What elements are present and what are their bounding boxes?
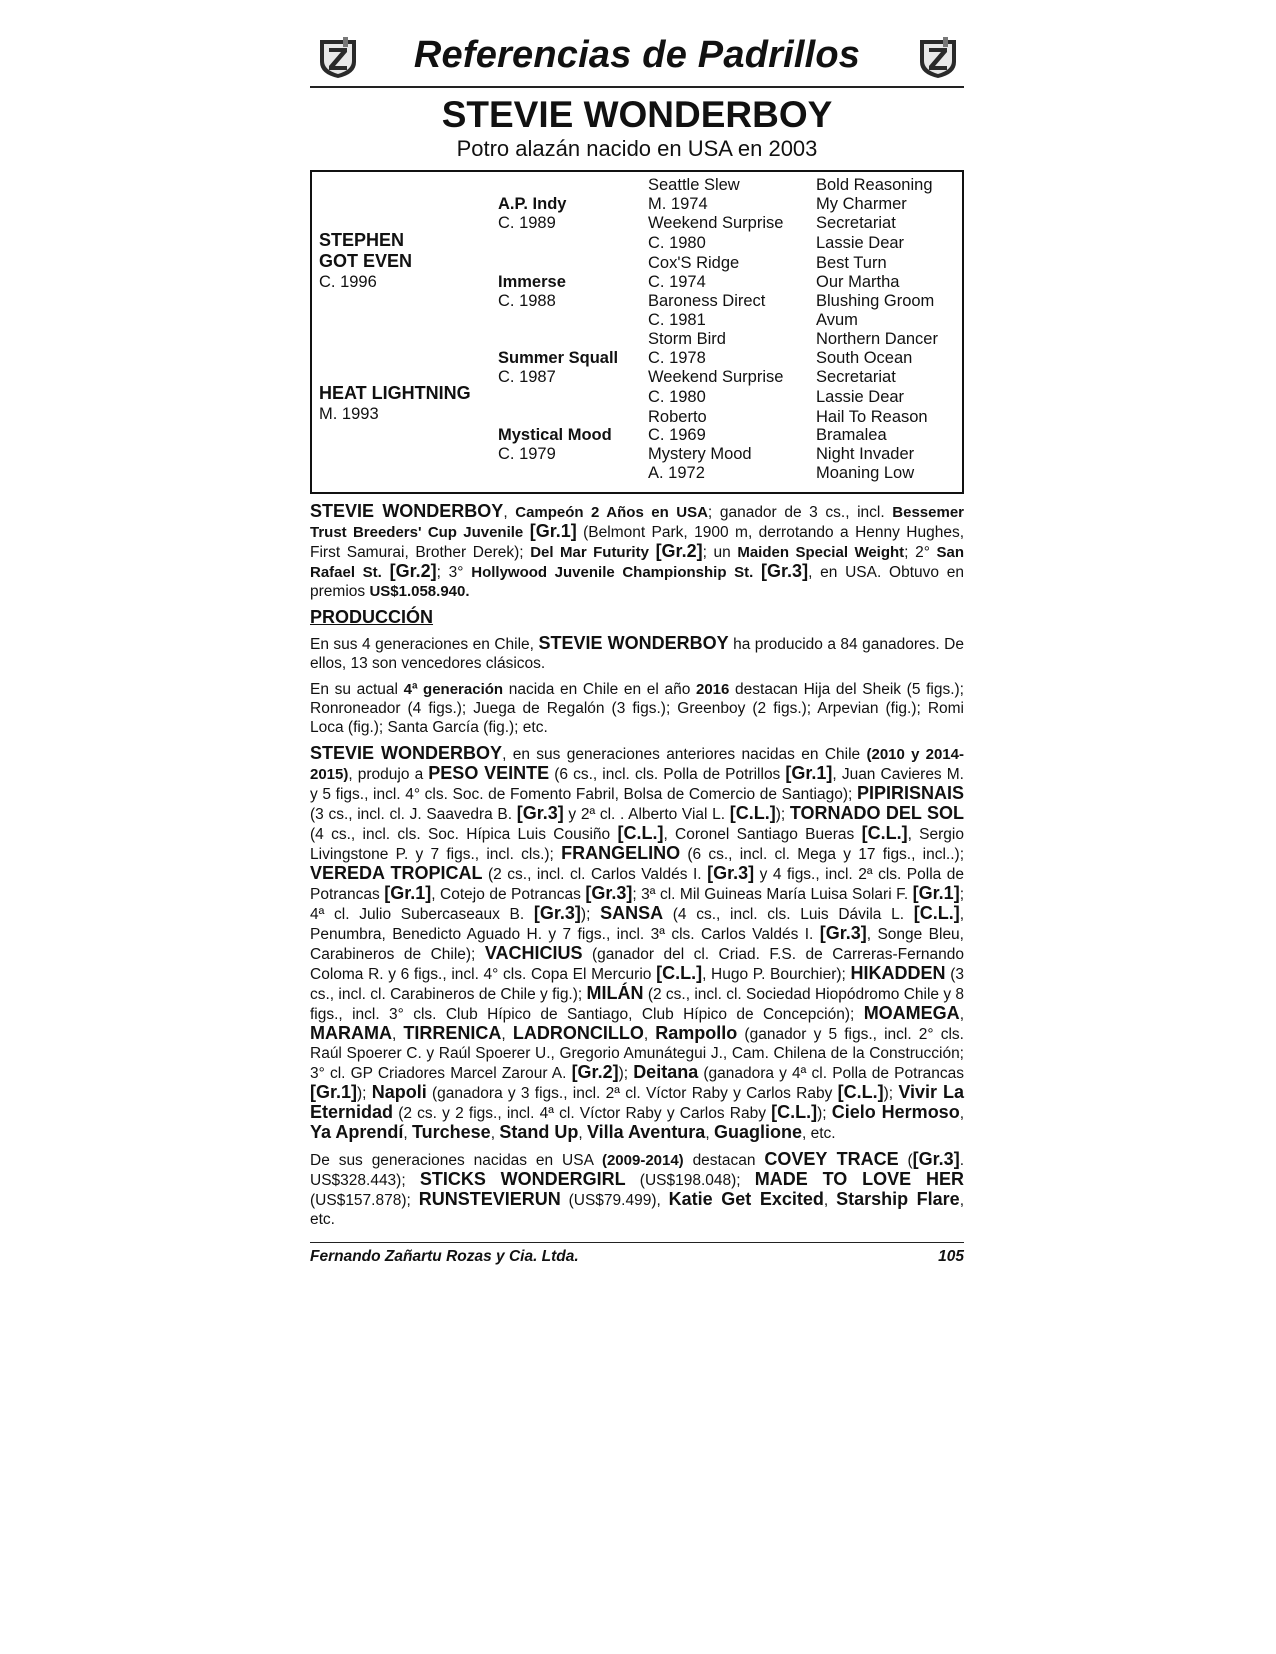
page (310, 30, 964, 1229)
footer-company: Fernando Zañartu Rozas y Cia. Ltda. (310, 1248, 579, 1265)
production-paragraph (310, 1150, 964, 1229)
grade-label: [Gr.3] (761, 561, 809, 581)
text: , Coronel Santiago Bueras (663, 826, 862, 843)
race-name: Bessemer Trust Breeders' Cup Juvenile (310, 504, 964, 541)
ped-gen3-name: Seattle Slew (648, 176, 740, 194)
production-paragraph (310, 680, 964, 737)
text: (US$79.499), (560, 1192, 669, 1209)
ped-gen2-born: C. 1989 (498, 214, 556, 232)
text: En su actual (310, 681, 404, 698)
text: , Songe Bleu, Carabineros de Chile); (310, 926, 964, 963)
highlight-name: Katie Get Excited (668, 1189, 824, 1209)
ped-gen3-born: A. 1972 (648, 464, 705, 482)
dam-name: HEAT LIGHTNING (319, 383, 471, 403)
highlight-name: COVEY TRACE (764, 1149, 899, 1169)
text: ; 2° (904, 544, 937, 561)
highlight-name: LADRONCILLO (512, 1023, 644, 1043)
text: , produjo a (348, 766, 429, 783)
highlight-name: RUNSTEVIERUN (418, 1189, 561, 1209)
text: (ganadora y 4ª cl. Polla de Potrancas (698, 1065, 964, 1082)
highlight-name: [Gr.3] (707, 863, 755, 883)
ped-gen4-name: Night Invader (816, 445, 915, 463)
ped-gen3-name: Weekend Surprise (648, 368, 784, 386)
highlight-name: HIKADDEN (850, 963, 946, 983)
highlight-name: Stand Up (499, 1122, 579, 1142)
text: ; ganador de 3 cs., incl. (707, 504, 893, 521)
text: , Hugo P. Bourchier); (702, 966, 851, 983)
highlight-name: [C.L.] (861, 823, 908, 843)
ped-gen3-name: Baroness Direct (648, 292, 766, 310)
ped-gen4-name: My Charmer (816, 195, 907, 213)
highlight-name: STICKS WONDERGIRL (419, 1169, 626, 1189)
text: , (705, 1125, 714, 1142)
text: (3 cs., incl. cl. Carabineros de Chile y fig.); (310, 966, 964, 1003)
text: (ganador del cl. Criad. F.S. de Carreras-Fernando Coloma R. y 6 figs., incl. 4° cls. Copa El Mercurio (310, 946, 964, 983)
ped-gen4-name: Hail To Reason (816, 408, 928, 426)
text: , (490, 1125, 500, 1142)
highlight-name: [Gr.3] (585, 883, 633, 903)
highlight-name: [Gr.3] (533, 903, 581, 923)
text: , (501, 1026, 513, 1043)
ped-gen4-name: Blushing Groom (816, 292, 935, 310)
race-record (310, 502, 964, 601)
production-text (310, 634, 964, 1229)
highlight-name: [Gr.3] (516, 803, 564, 823)
highlight-name: [Gr.1] (785, 763, 833, 783)
text: destacan Hija del Sheik (5 figs.); Ronroneador (4 figs.); Juega de Regalón (3 figs.); Greenboy (2 figs.); Arpevian (fig.); Romi Loca (fig.); Santa García (fig.); etc. (310, 681, 964, 736)
page-number: 105 (938, 1248, 964, 1265)
grade-label: [Gr.2] (389, 561, 437, 581)
text: (US$157.878); (310, 1192, 419, 1209)
text: , (391, 1026, 404, 1043)
earnings: US$1.058.940. (369, 583, 470, 600)
page-footer (310, 1242, 964, 1266)
ped-gen4-name: Our Martha (816, 273, 900, 291)
text: , en sus generaciones anteriores nacidas en Chile (502, 746, 867, 763)
highlight-name: Ya Aprendí (310, 1122, 404, 1142)
text: , (959, 1006, 964, 1023)
highlight-name: [C.L.] (656, 963, 703, 983)
highlight-name: [Gr.2] (571, 1062, 619, 1082)
ped-gen4-name: South Ocean (816, 349, 913, 367)
highlight-name: [Gr.1] (310, 1082, 358, 1102)
highlight-name: [C.L.] (837, 1082, 884, 1102)
highlight-name: PIPIRISNAIS (856, 783, 964, 803)
horse-name-inline: STEVIE WONDERBOY (538, 633, 729, 653)
race-name: Maiden Special Weight (737, 544, 905, 561)
year-range: (2010 y 2014-2015) (310, 746, 964, 783)
text: , Cotejo de Potrancas (431, 886, 586, 903)
ped-gen3-born: C. 1969 (648, 426, 706, 444)
text: (6 cs., incl. cl. Mega y 17 figs., incl..); (680, 846, 964, 863)
text: ; 4ª cl. Julio Subercaseaux B. (310, 886, 964, 923)
highlight-name: [C.L.] (729, 803, 776, 823)
highlight-name: Villa Aventura (586, 1122, 706, 1142)
ped-gen2-born: C. 1988 (498, 292, 556, 310)
text: ha producido a 84 ganadores. De ellos, 13 son vencedores clásicos. (310, 636, 964, 672)
ped-gen4-name: Lassie Dear (816, 234, 905, 252)
text: , (959, 1105, 965, 1122)
ped-gen2-name: Immerse (498, 273, 566, 291)
text: y 4 figs., incl. 2ª cls. Polla de Potrancas (310, 866, 965, 903)
ped-gen3-born: C. 1978 (648, 349, 706, 367)
ped-gen3-name: Mystery Mood (648, 445, 752, 463)
ped-gen4-name: Secretariat (816, 368, 896, 386)
pedigree-table (310, 170, 964, 494)
ped-gen4-name: Bold Reasoning (816, 176, 933, 194)
championship-title: Campeón 2 Años en USA (515, 504, 708, 521)
text: ); (883, 1085, 899, 1102)
text: (ganadora y 3 figs., incl. 2ª cl. Víctor Raby y Carlos Raby (426, 1085, 838, 1102)
horse-name: STEVIE WONDERBOY (441, 94, 833, 135)
ped-gen2-name: Mystical Mood (498, 426, 612, 444)
highlight-name: VEREDA TROPICAL (310, 863, 483, 883)
text: (4 cs., incl. cls. Soc. Hípica Luis Cousiño (310, 826, 618, 843)
highlight-name: Vivir La Eternidad (310, 1082, 964, 1122)
production-paragraph (310, 744, 964, 1143)
text: , etc. (801, 1125, 836, 1142)
ped-gen4-name: Northern Dancer (816, 330, 938, 348)
text: , (578, 1125, 587, 1142)
text: ; un (702, 544, 738, 561)
section-heading: PRODUCCIÓN (310, 607, 434, 627)
text: , en USA. Obtuvo en premios (310, 564, 965, 600)
race-name: Del Mar Futurity (530, 544, 649, 561)
highlight-name: [C.L.] (617, 823, 664, 843)
generation-label: 4ª generación (403, 681, 504, 698)
text: (ganador y 5 figs., incl. 2° cls. Raúl Spoerer C. y Raúl Spoerer U., Gregorio Amunátegui J., Cam. Chilena de la Construcción; 3° cl. GP Criadores Marcel Zarour A. (310, 1026, 964, 1082)
highlight-name: STEVIE WONDERBOY (310, 743, 503, 763)
highlight-name: Rampollo (655, 1023, 738, 1043)
ped-gen3-born: C. 1981 (648, 311, 706, 329)
text: destacan (683, 1152, 765, 1169)
text: , (643, 1026, 656, 1043)
text: (US$198.048); (625, 1172, 755, 1189)
text: ); (817, 1105, 832, 1122)
highlight-name: FRANGELINO (561, 843, 681, 863)
highlight-name: [Gr.1] (384, 883, 432, 903)
ped-gen3-born: C. 1974 (648, 273, 706, 291)
text: (2 cs., incl. cl. Carlos Valdés I. (482, 866, 708, 883)
page-header (310, 30, 964, 88)
text: nacida en Chile en el año (503, 681, 696, 698)
highlight-name: [Gr.3] (819, 923, 867, 943)
highlight-name: MARAMA (310, 1023, 392, 1043)
sire-name: STEPHEN (319, 230, 405, 250)
highlight-name: [Gr.3] (912, 1149, 960, 1169)
highlight-name: Starship Flare (836, 1189, 960, 1209)
text: , Juan Cavieres M. y 5 figs., incl. 4° cls. Soc. de Fomento Fabril, Bolsa de Comercio de Santiago); (310, 766, 964, 803)
ped-gen4-name: Avum (816, 311, 858, 329)
ped-gen4-name: Best Turn (816, 254, 887, 272)
text: ; 3ª cl. Mil Guineas María Luisa Solari F. (632, 886, 913, 903)
text: , (823, 1192, 837, 1209)
ped-gen3-born: M. 1974 (648, 195, 708, 213)
ped-gen2-born: C. 1987 (498, 368, 556, 386)
text: (2 cs., incl. cl. Sociedad Hiopódromo Chile y 8 figs., incl. 3° cls. Club Hípico de Santiago, Club Hípico de Concepción); (310, 986, 965, 1023)
text: (2 cs. y 2 figs., incl. 4ª cl. Víctor Raby y Carlos Raby (393, 1105, 772, 1122)
production-paragraph (310, 634, 964, 673)
text: , Penumbra, Benedicto Aguado H. y 7 figs., incl. 3ª cls. Carlos Valdés I. (310, 906, 964, 943)
text: , etc. (310, 1192, 964, 1228)
text: ); (775, 806, 790, 823)
year-label: 2016 (696, 681, 730, 698)
ped-gen3-name: Weekend Surprise (648, 214, 784, 232)
text: (3 cs., incl. cl. J. Saavedra B. (310, 806, 517, 823)
text: ); (357, 1085, 372, 1102)
sire-name: GOT EVEN (319, 251, 413, 271)
highlight-name: MOAMEGA (863, 1003, 960, 1023)
ped-gen3-name: Cox'S Ridge (648, 254, 740, 272)
text: ; 3° (436, 564, 472, 581)
text: ); (580, 906, 601, 923)
highlight-name: [C.L.] (771, 1102, 818, 1122)
text: . US$328.443); (310, 1152, 964, 1189)
highlight-name: TORNADO DEL SOL (789, 803, 964, 823)
highlight-name: MILÁN (586, 983, 644, 1003)
text: (4 cs., incl. cls. Luis Dávila L. (663, 906, 914, 923)
text: En sus 4 generaciones en Chile, (310, 636, 539, 653)
dam-born: M. 1993 (319, 405, 379, 423)
race-name: San Rafael St. (310, 544, 965, 581)
highlight-name: Deitana (633, 1062, 699, 1082)
highlight-name: TIRRENICA (403, 1023, 502, 1043)
ped-gen4-name: Secretariat (816, 214, 896, 232)
race-name: Hollywood Juvenile Championship St. (471, 564, 754, 581)
highlight-name: PESO VEINTE (428, 763, 550, 783)
ped-gen3-born: C. 1980 (648, 234, 706, 252)
ped-gen3-name: Storm Bird (648, 330, 726, 348)
highlight-name: Guaglione (713, 1122, 802, 1142)
ped-gen3-born: C. 1980 (648, 388, 706, 406)
ped-gen4-name: Lassie Dear (816, 388, 905, 406)
grade-label: [Gr.1] (529, 521, 577, 541)
highlight-name: Napoli (371, 1082, 427, 1102)
text: y 2ª cl. . Alberto Vial L. (563, 806, 730, 823)
ped-gen2-born: C. 1979 (498, 445, 556, 463)
text: (6 cs., incl. cls. Polla de Potrillos (549, 766, 786, 783)
text: , Sergio Livingstone P. y 7 figs., incl. cls.); (310, 826, 964, 863)
horse-subtitle: Potro alazán nacido en USA en 2003 (456, 136, 818, 161)
ped-gen4-name: Bramalea (816, 426, 887, 444)
highlight-name: Turchese (411, 1122, 491, 1142)
sire-born: C. 1996 (319, 273, 377, 291)
ped-gen2-name: Summer Squall (498, 349, 619, 367)
highlight-name: SANSA (600, 903, 664, 923)
text: , (403, 1125, 412, 1142)
text: , (503, 504, 516, 521)
ped-gen4-name: Moaning Low (816, 464, 915, 482)
text: De sus generaciones nacidas en USA (310, 1152, 602, 1169)
highlight-name: [C.L.] (913, 903, 960, 923)
year-range: (2009-2014) (601, 1152, 684, 1169)
highlight-name: [Gr.1] (912, 883, 960, 903)
z-shield-logo-icon (916, 34, 960, 80)
highlight-name: VACHICIUS (484, 943, 583, 963)
ped-gen2-name: A.P. Indy (498, 195, 567, 213)
text: ( (898, 1152, 913, 1169)
text: (Belmont Park, 1900 m, derrotando a Henny Hughes, First Samurai, Brother Derek); (310, 524, 965, 561)
text: ); (618, 1065, 634, 1082)
highlight-name: MADE TO LOVE HER (754, 1169, 964, 1189)
highlight-name: Cielo Hermoso (831, 1102, 960, 1122)
grade-label: [Gr.2] (655, 541, 703, 561)
header-title: Referencias de Padrillos (413, 34, 861, 76)
horse-name-inline: STEVIE WONDERBOY (310, 501, 504, 521)
ped-gen3-name: Roberto (648, 408, 707, 426)
